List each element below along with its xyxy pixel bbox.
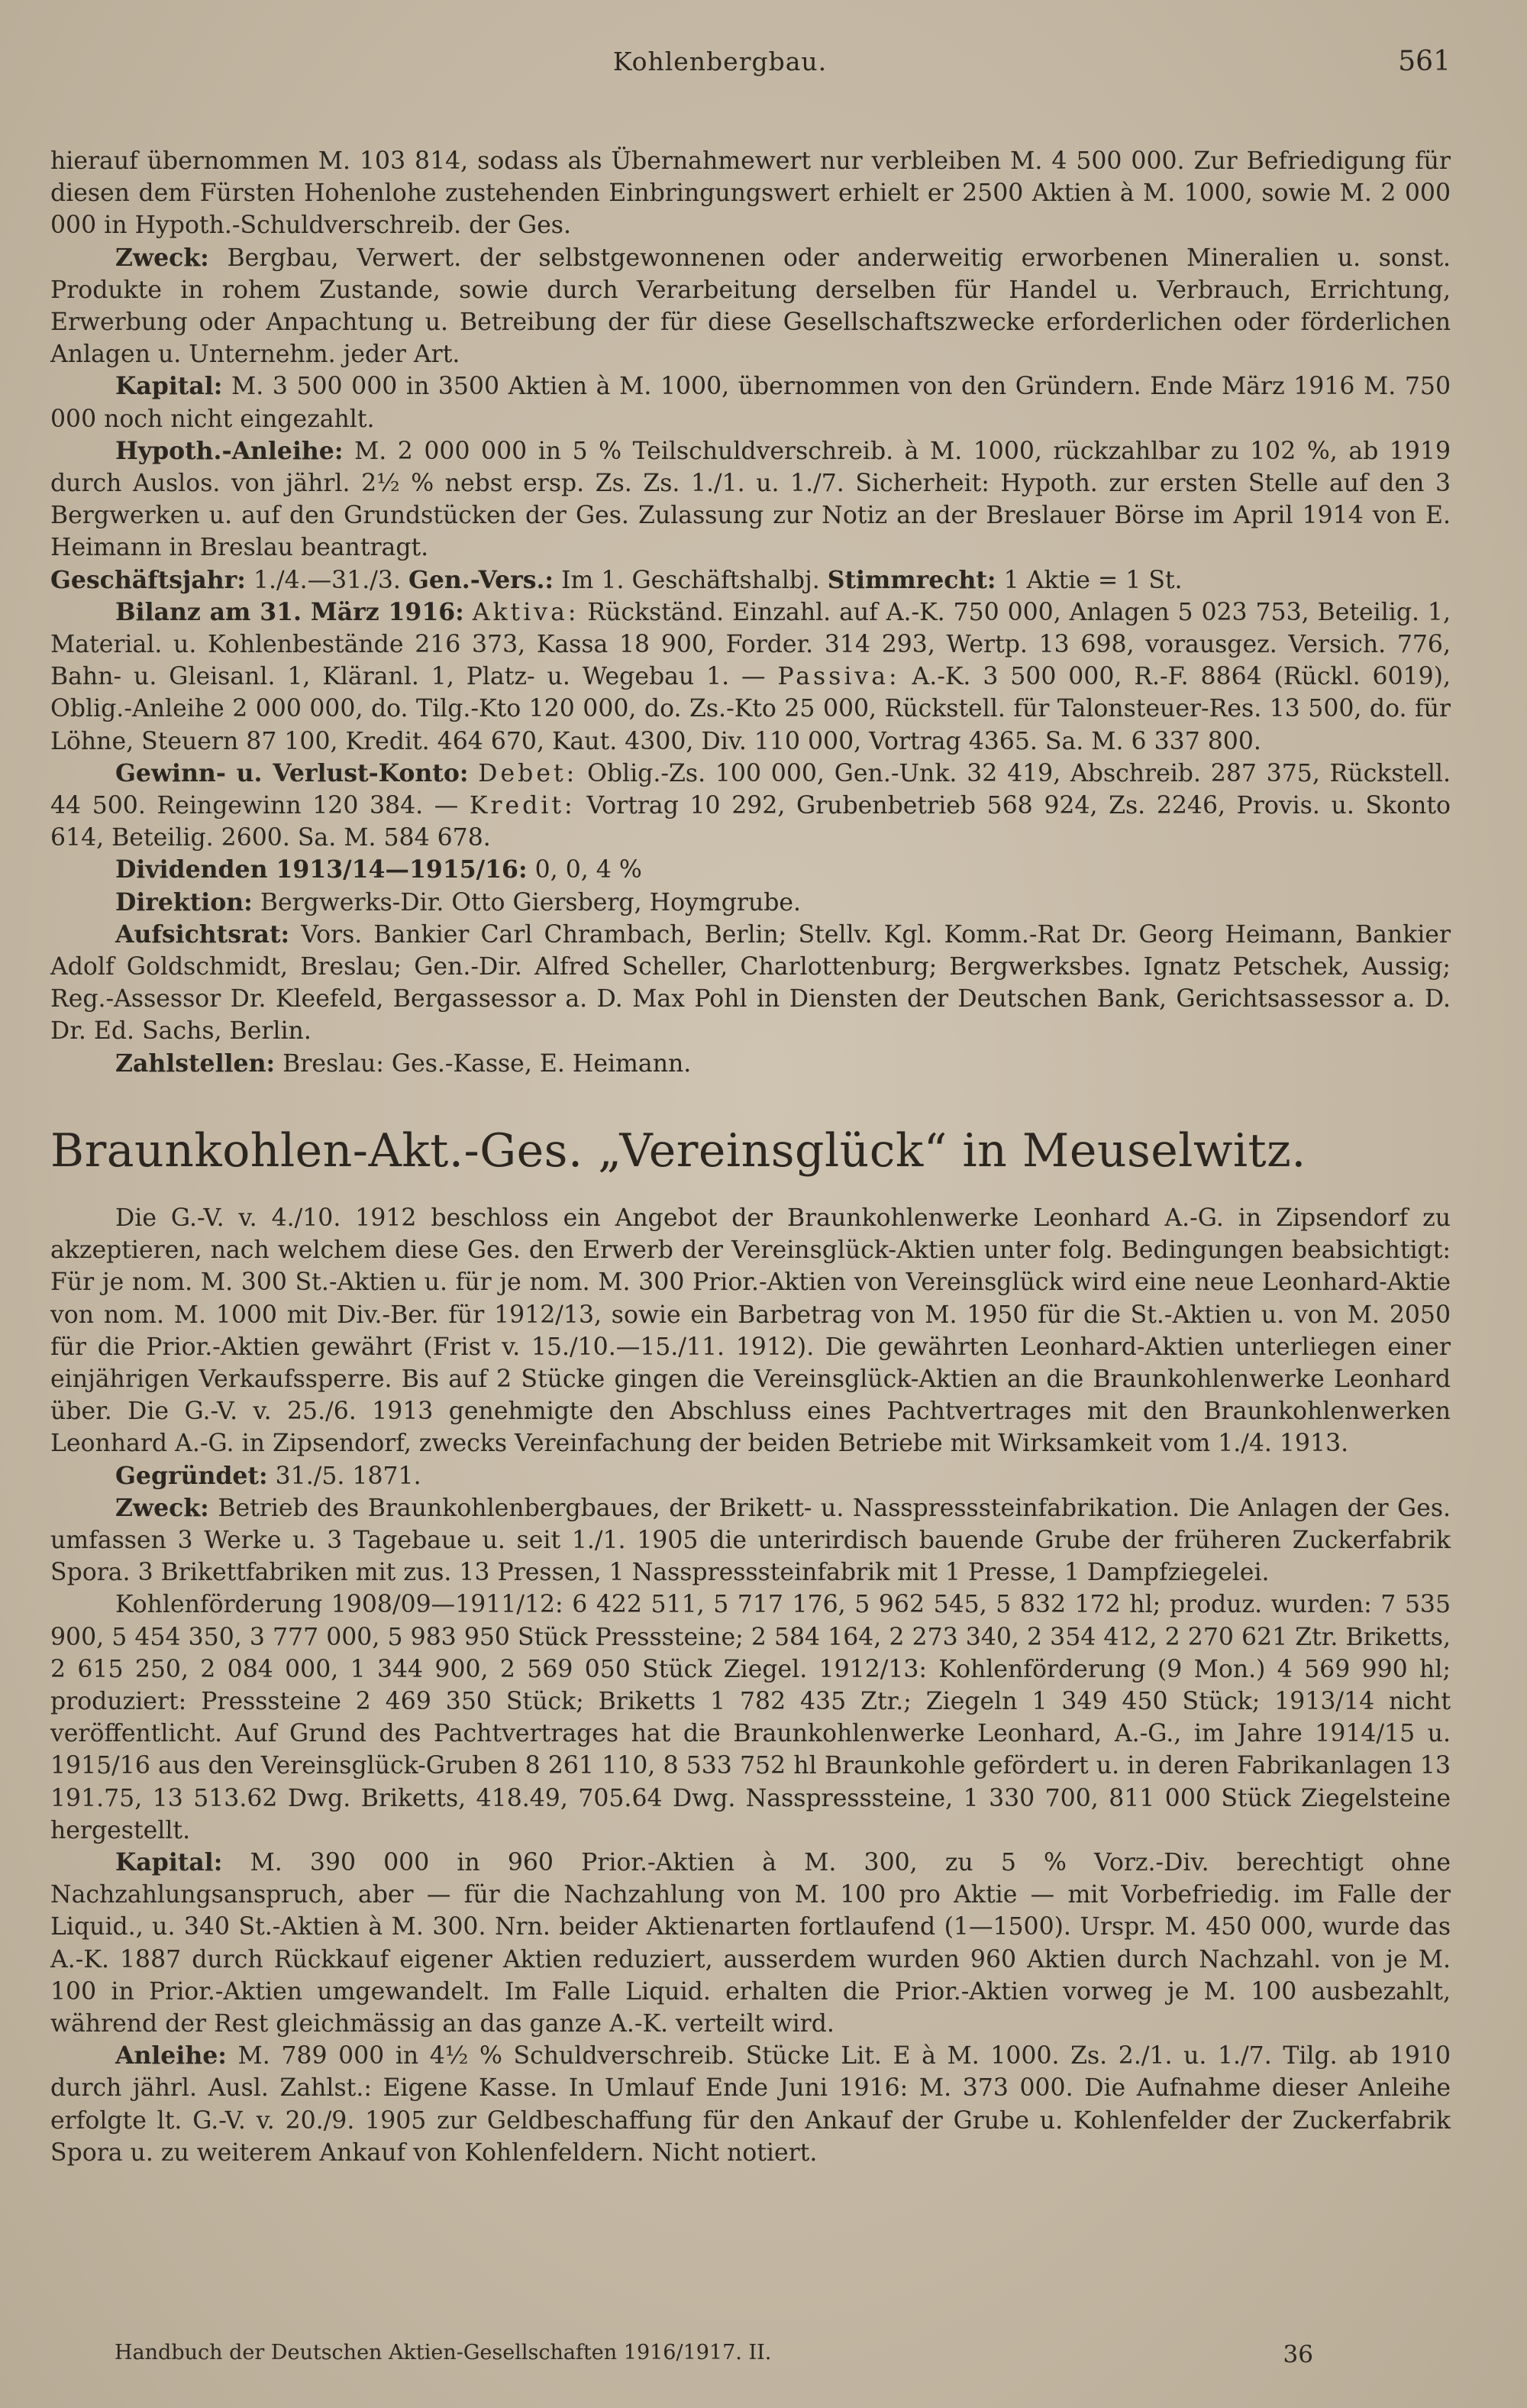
dir-text: Bergwerks-Dir. Otto Giersberg, Hoymgrube. (260, 888, 802, 916)
stimm-label: Stimmrecht: (827, 565, 996, 594)
section-previous-company (50, 145, 1451, 1080)
geschaeftsjahr-entry (50, 564, 1451, 596)
debet-label: Debet: (478, 759, 578, 787)
running-title: Kohlenbergbau. (612, 47, 828, 76)
gegruendet-entry (50, 1460, 1451, 1492)
zahlstellen-entry (50, 1048, 1451, 1080)
gj-label: Geschäftsjahr: (50, 565, 246, 594)
zweck-text-2: Betrieb des Braunkohlenbergbaues, der Brikett- u. Nasspresssteinfabrikation. Die Anlagen der Ges. umfassen 3 Werke u. 3 Tagebaue u. seit 1./1. 1905 die unterirdisch bauende Grube der früheren Zuckerfabrik Spora. 3 Brikettfabriken mit zus. 13 Pressen, 1 Nasspresssteinfabrik mit 1 Presse, 1 Dampfziegelei. (50, 1494, 1451, 1587)
anleihe-entry (50, 2040, 1451, 2169)
hypoth-text: M. 2 000 000 in 5 % Teilschuldverschreib. à M. 1000, rückzahlbar zu 102 %, ab 1919 durch Auslos. von jährl. 2½ % nebst ersp. Zs. Zs. 1./1. u. 1./7. Sicherheit: Hypoth. zur ersten Stelle auf den 3 Bergwerken u. auf den Grundstücken der Ges. Zulassung zur Notiz an der Breslauer Börse im April 1914 von E. Heimann in Breslau beantragt. (50, 437, 1451, 562)
bilanz-label: Bilanz am 31. März 1916: (115, 597, 464, 626)
page-header (50, 46, 1451, 99)
div-text: 0, 0, 4 % (534, 856, 642, 884)
kapital-text-2: M. 390 000 in 960 Prior.-Aktien à M. 300, zu 5 % Vorz.-Div. berechtigt ohne Nachzahlungsanspruch, aber — für die Nachzahlung von M. 100 pro Aktie — mit Vorbefriedig. im Falle der Liquid., u. 340 St.-Aktien à M. 300. Nrn. beider Aktienarten fortlaufend (1—1500). Urspr. M. 450 000, wurde das A.-K. 1887 durch Rückkauf eigener Aktien reduziert, ausserdem wurden 960 Aktien durch Nachzahl. von je M. 100 in Prior.-Aktien umgewandelt. Im Falle Liquid. erhalten die Prior.-Aktien vorweg je M. 100 ausbezahlt, während der Rest gleichmässig an das ganze A.-K. verteilt wird. (50, 1848, 1451, 2038)
zweck-text: Bergbau, Verwert. der selbstgewonnenen oder anderweitig erworbenen Mineralien u. sonst. Produkte in rohem Zustande, sowie durch Verarbeitung derselben für Handel u. Verbrauch, Errichtung, Erwerbung oder Anpachtung u. Betreibung der für diese Gesellschaftszwecke erforderlichen oder förderlichen Anlagen u. Unternehm. jeder Art. (50, 244, 1451, 369)
book-title: Handbuch der Deutschen Aktien-Gesellschaften 1916/1917. II. (115, 2341, 772, 2364)
passiva-text: A.-K. 3 500 000, R.-F. 8864 (Rückl. 6019), Oblig.-Anleihe 2 000 000, do. Tilg.-Kto 120 000, do. Zs.-Kto 25 000, Rückstell. für Talonsteuer-Res. 13 500, do. für Löhne, Steuern 87 100, Kredit. 464 670, Kaut. 4300, Div. 110 000, Vortrag 4365. Sa. M. 6 337 800. (50, 663, 1451, 755)
section-vereinsglueck (50, 1202, 1451, 2169)
kapital-label: Kapital: (115, 372, 223, 401)
gv-text: Im 1. Geschäftshalbj. (561, 566, 820, 594)
passiva-label: Passiva: (777, 663, 900, 691)
gv-label: Gen.-Vers.: (408, 565, 554, 594)
dividenden-entry (50, 854, 1451, 886)
aufsichtsrat-entry (50, 919, 1451, 1048)
hypoth-label: Hypoth.-Anleihe: (115, 436, 344, 465)
company-heading: Braunkohlen-Akt.-Ges. „Vereinsglück“ in Meuselwitz. (50, 1123, 1306, 1178)
kapital-entry-2 (50, 1847, 1451, 2040)
anleihe-text: M. 789 000 in 4½ % Schuldverschreib. Stücke Lit. E à M. 1000. Zs. 2./1. u. 1./7. Tilg. ab 1910 durch jährl. Ausl. Zahlst.: Eigene Kasse. In Umlauf Ende Juni 1916: M. 373 000. Die Aufnahme dieser Anleihe erfolgte lt. G.-V. v. 20./9. 1905 zur Geldbeschaffung für den Ankauf der Grube u. Kohlenfelder der Zuckerfabrik Spora u. zu weiterem Ankauf von Kohlenfeldern. Nicht notiert. (50, 2042, 1451, 2167)
aktiva-text: Rückständ. Einzahl. auf A.-K. 750 000, Anlagen 5 023 753, Beteilig. 1, Material. u. Kohlenbestände 216 373, Kassa 18 900, Forder. 314 293, Wertp. 13 698, vorausgez. Versich. 776, Bahn- u. Gleisanl. 1, Kläranl. 1, Platz- u. Wegebau 1. — (50, 598, 1451, 691)
page-number: 561 (1398, 46, 1451, 77)
zahl-label: Zahlstellen: (115, 1049, 276, 1078)
dir-label: Direktion: (115, 887, 253, 916)
zweck-entry-2 (50, 1492, 1451, 1589)
zweck-entry (50, 242, 1451, 371)
kapital-text: M. 3 500 000 in 3500 Aktien à M. 1000, übernommen von den Gründern. Ende März 1916 M. 750 000 noch nicht eingezahlt. (50, 373, 1451, 433)
sheet-signature: 36 (1283, 2341, 1313, 2368)
guv-label: Gewinn- u. Verlust-Konto: (115, 758, 469, 787)
page-footer (115, 2341, 1435, 2368)
kredit-text: Vortrag 10 292, Grubenbetrieb 568 924, Zs. 2246, Provis. u. Skonto 614, Beteilig. 2600. Sa. M. 584 678. (50, 792, 1451, 852)
kapital-label-2: Kapital: (115, 1847, 223, 1876)
guv-entry (50, 758, 1451, 855)
zahl-text: Breslau: Ges.-Kasse, E. Heimann. (282, 1049, 692, 1078)
kapital-entry (50, 370, 1451, 435)
ar-label: Aufsichtsrat: (115, 920, 290, 949)
gj-text: 1./4.—31./3. (253, 566, 401, 594)
zweck-label-2: Zweck: (115, 1493, 209, 1522)
ar-text: Vors. Bankier Carl Chrambach, Berlin; Stellv. Kgl. Komm.-Rat Dr. Georg Heimann, Bankier Adolf Goldschmidt, Breslau; Gen.-Dir. Alfred Scheller, Charlottenburg; Bergwerksbes. Ignatz Petschek, Aussig; Reg.-Assessor Dr. Kleefeld, Bergassessor a. D. Max Pohl in Diensten der Deutschen Bank, Gerichtsassessor a. D. Dr. Ed. Sachs, Berlin. (50, 920, 1451, 1046)
kredit-label: Kredit: (469, 792, 576, 820)
debet-text: Oblig.-Zs. 100 000, Gen.-Unk. 32 419, Abschreib. 287 375, Rückstell. 44 500. Reingewinn 120 384. — (50, 759, 1451, 820)
stimm-text: 1 Aktie = 1 St. (1003, 566, 1183, 594)
zweck-label: Zweck: (115, 243, 209, 272)
gv-history-paragraph: Die G.-V. v. 4./10. 1912 beschloss ein Angebot der Braunkohlenwerke Leonhard A.-G. in Zipsendorf zu akzeptieren, nach welchem diese Ges. den Erwerb der Vereinsglück-Aktien unter folg. Bedingungen beabsichtigt: Für je nom. M. 300 St.-Aktien u. für je nom. M. 300 Prior.-Aktien von Vereinsglück wird eine neue Leonhard-Aktie von nom. M. 1000 mit Div.-Ber. für 1912/13, sowie ein Barbetrag von M. 1950 für die St.-Aktien u. von M. 2050 für die Prior.-Aktien gewährt (Frist v. 15./10.—15./11. 1912). Die gewährten Leonhard-Aktien unterliegen einer einjährigen Verkaufssperre. Bis auf 2 Stücke gingen die Vereinsglück-Aktien an die Braunkohlenwerke Leonhard über. Die G.-V. v. 25./6. 1913 genehmigte den Abschluss eines Pachtvertrages mit den Braunkohlenwerken Leonhard A.-G. in Zipsendorf, zwecks Vereinfachung der beiden Betriebe mit Wirksamkeit vom 1./4. 1913. (50, 1204, 1451, 1458)
anleihe-label: Anleihe: (115, 2041, 227, 2070)
foerderung-paragraph: Kohlenförderung 1908/09—1911/12: 6 422 511, 5 717 176, 5 962 545, 5 832 172 hl; produz. wurden: 7 535 900, 5 454 350, 3 777 000, 5 983 950 Stück Presssteine; 2 584 164, 2 273 340, 2 354 412, 2 270 621 Ztr. Briketts, 2 615 250, 2 084 000, 1 344 900, 2 569 050 Stück Ziegel. 1912/13: Kohlenförderung (9 Mon.) 4 569 990 hl; produziert: Presssteine 2 469 350 Stück; Briketts 1 782 435 Ztr.; Ziegeln 1 349 450 Stück; 1913/14 nicht veröffentlicht. Auf Grund des Pachtvertrages hat die Braunkohlenwerke Leonhard, A.-G., im Jahre 1914/15 u. 1915/16 aus den Vereinsglück-Gruben 8 261 110, 8 533 752 hl Braunkohle gefördert u. in deren Fabrikanlagen 13 191.75, 13 513.62 Dwg. Briketts, 418.49, 705.64 Dwg. Nasspresssteine, 1 330 700, 811 000 Stück Ziegelsteine hergestellt. (50, 1591, 1451, 1844)
div-label: Dividenden 1913/14—1915/16: (115, 855, 528, 884)
direktion-entry (50, 887, 1451, 919)
gegr-text: 31./5. 1871. (275, 1462, 421, 1490)
intro-paragraph: hierauf übernommen M. 103 814, sodass als Übernahmewert nur verbleiben M. 4 500 000. Zur Befriedigung für diesen dem Fürsten Hohenlohe zustehenden Einbringungswert erhielt er 2500 Aktien à M. 1000, sowie M. 2 000 000 in Hypoth.-Schuldverschreib. der Ges. (50, 147, 1451, 240)
aktiva-label: Aktiva: (472, 598, 579, 626)
hypoth-entry (50, 435, 1451, 564)
gegr-label: Gegründet: (115, 1461, 268, 1490)
bilanz-entry (50, 596, 1451, 758)
